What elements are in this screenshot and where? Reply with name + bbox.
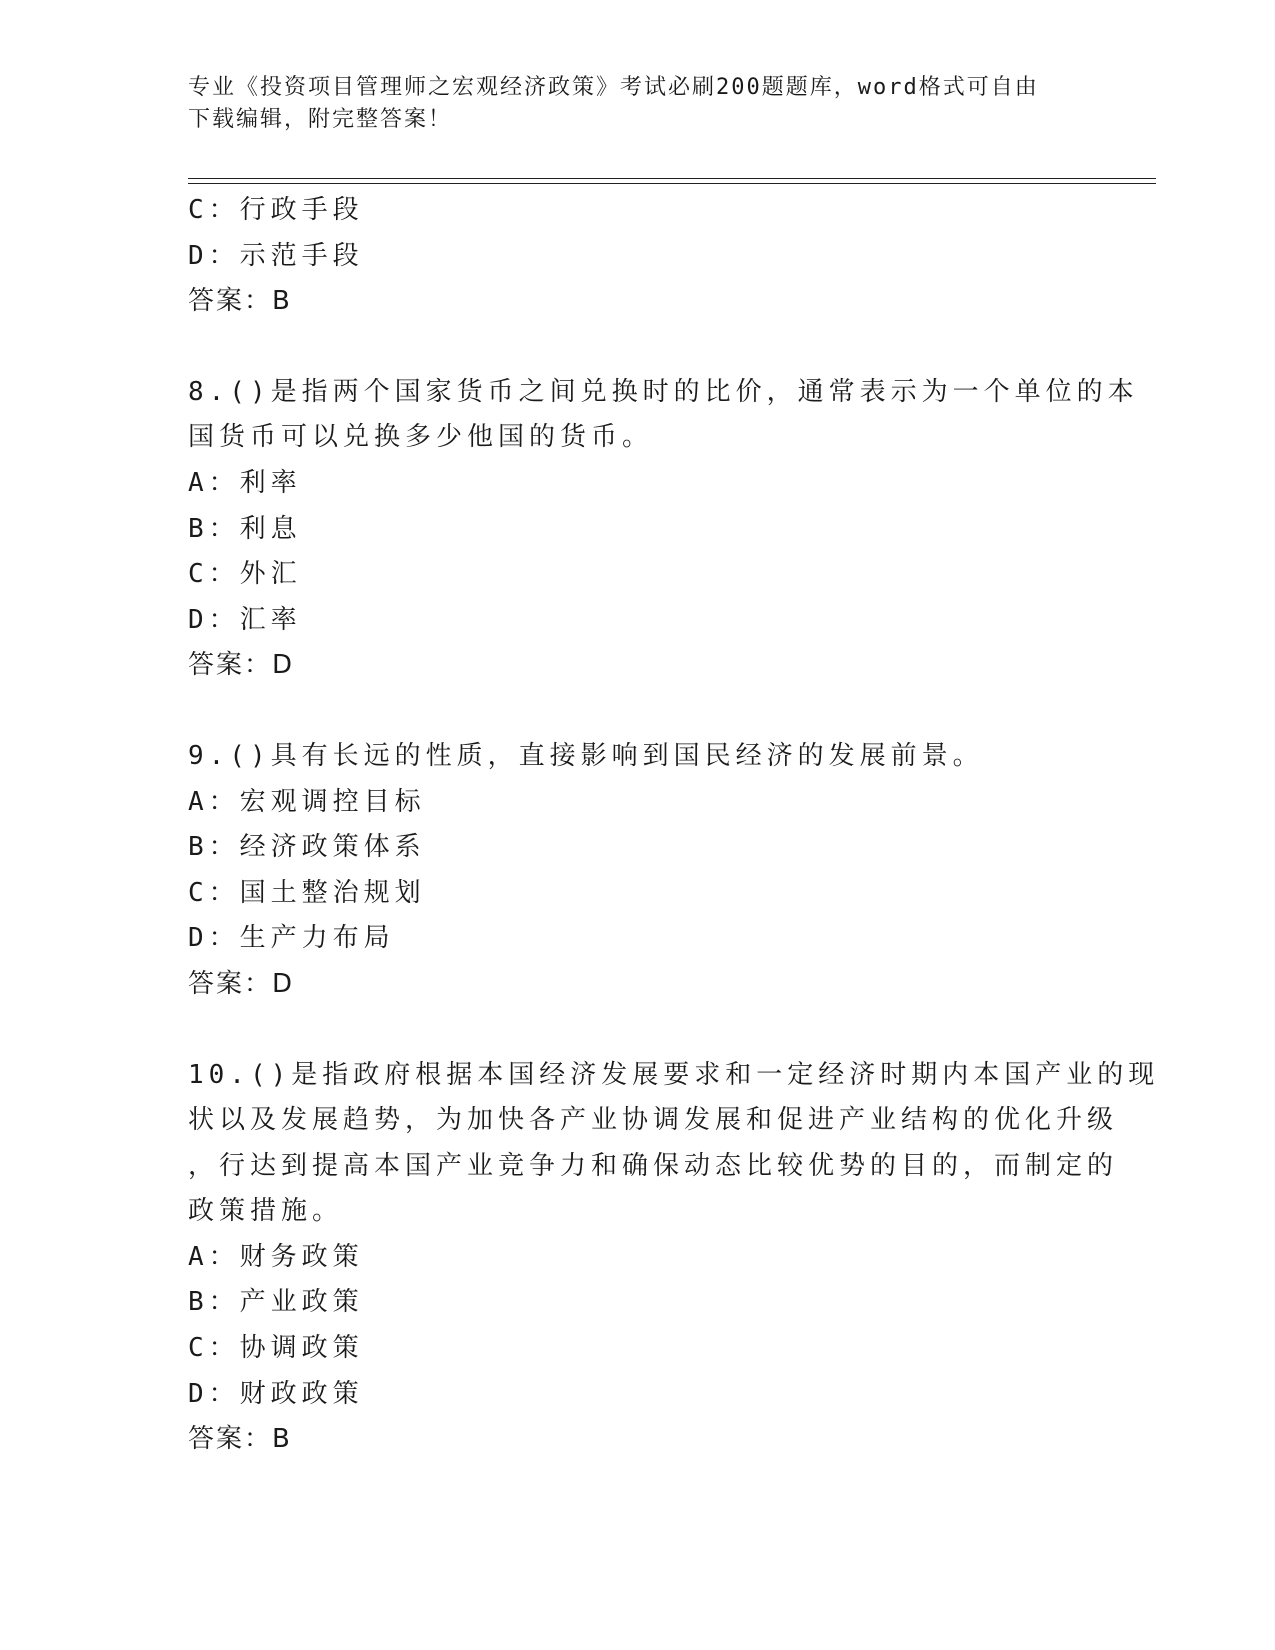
option-c: C：外汇	[188, 559, 302, 590]
question-10	[188, 1053, 1160, 1463]
option-a: A：利率	[188, 467, 302, 498]
option-c: C：行政手段	[188, 195, 364, 225]
question-text-line: 政策措施。	[188, 1196, 344, 1227]
document-header	[188, 72, 1068, 136]
answer: 答案：B	[188, 1424, 292, 1455]
header-rule-bottom	[188, 183, 1156, 184]
question-text-line: 10.()是指政府根据本国经济发展要求和一定经济时期内本国产业的现	[188, 1059, 1160, 1090]
option-a: A：宏观调控目标	[188, 786, 426, 817]
question-text-line: 状以及发展趋势，为加快各产业协调发展和促进产业结构的优化升级	[188, 1105, 1119, 1136]
option-d: D：示范手段	[188, 240, 364, 271]
header-line-1: 专业《投资项目管理师之宏观经济政策》考试必刷200题题库，word格式可自由	[188, 75, 1039, 100]
option-d: D：生产力布局	[188, 923, 395, 954]
answer: 答案：D	[188, 650, 295, 681]
question-8	[188, 370, 1139, 689]
option-a: A：财务政策	[188, 1241, 364, 1272]
option-c: C：国土整治规划	[188, 877, 426, 908]
question-text-line: 9.()具有长远的性质，直接影响到国民经济的发展前景。	[188, 740, 984, 771]
question-7-continued	[188, 188, 1088, 325]
option-d: D：财政政策	[188, 1378, 364, 1409]
document-body	[188, 188, 1160, 1463]
option-d: D：汇率	[188, 604, 302, 635]
question-text-line: 国货币可以兑换多少他国的货币。	[188, 422, 654, 453]
header-line-2: 下载编辑，附完整答案！	[188, 107, 453, 132]
header-rule-top	[188, 178, 1156, 179]
option-c: C：协调政策	[188, 1333, 364, 1364]
question-text-line: ，行达到提高本国产业竞争力和确保动态比较优势的目的，而制定的	[188, 1150, 1119, 1181]
answer: 答案：B	[188, 286, 292, 317]
option-b: B：利息	[188, 513, 302, 544]
question-text-line: 8.()是指两个国家货币之间兑换时的比价，通常表示为一个单位的本	[188, 376, 1139, 407]
option-b: B：产业政策	[188, 1287, 364, 1318]
answer: 答案：D	[188, 968, 295, 999]
question-9	[188, 734, 1088, 1008]
option-b: B：经济政策体系	[188, 832, 426, 863]
